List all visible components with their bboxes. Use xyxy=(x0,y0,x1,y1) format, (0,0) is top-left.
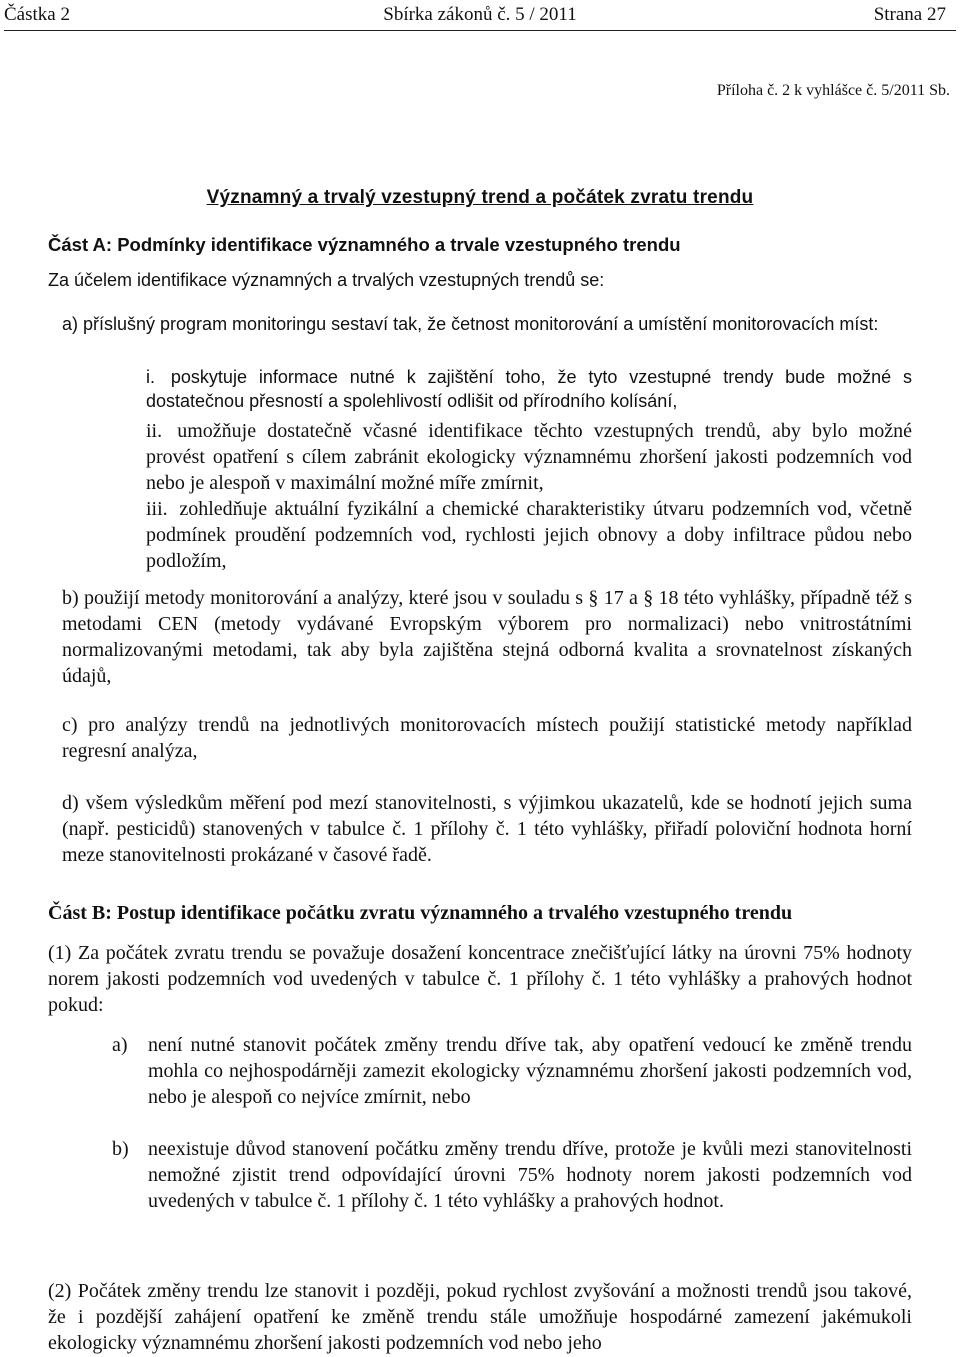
sub-item-i xyxy=(146,365,912,413)
page-header xyxy=(0,0,960,34)
sub-item-number: ii. xyxy=(146,420,163,442)
annex-reference: Příloha č. 2 k vyhlášce č. 5/2011 Sb. xyxy=(716,82,950,99)
section-a-item-c: c) pro analýzy trendů na jednotlivých monitorovacích místech použijí statistické metody například regresní analýza, xyxy=(62,714,912,762)
sub-item-ii xyxy=(146,418,912,496)
document-title: Významný a trvalý vzestupný trend a počátek zvratu trendu xyxy=(206,187,754,208)
sub-item-number: i. xyxy=(146,367,155,387)
list-item-text: není nutné stanovit počátek změny trendu dříve tak, aby opatření vedoucí ke změně trendu mohla co nejhospodárněji zamezit ekologicky významnému zhoršení jakosti podzemních vod, nebo je alespoň co nejvíce zmírnit, nebo xyxy=(148,1034,912,1108)
sub-item-number: iii. xyxy=(146,498,168,520)
section-a-item-d: d) všem výsledkům měření pod mezí stanovitelnosti, s výjimkou ukazatelů, kde se hodnotí jejich suma (např. pesticidů) stanovených v tabulce č. 1 přílohy č. 1 této vyhlášky, přiřadí poloviční hodnota horní meze stanovitelnosti prokázané v časové řadě. xyxy=(62,792,912,866)
list-marker: b) xyxy=(112,1138,129,1160)
list-marker: a) xyxy=(112,1034,128,1056)
section-a-heading: Část A: Podmínky identifikace významného a trvale vzestupného trendu xyxy=(48,234,681,255)
sub-item-text: umožňuje dostatečně včasné identifikace těchto vzestupných trendů, aby bylo možné provést opatření s cílem zabránit ekologicky významnému zhoršení jakosti podzemních vod nebo je alespoň v maximální možné míře zmírnit, xyxy=(146,420,913,494)
section-b-paragraph-2: (2) Počátek změny trendu lze stanovit i později, pokud rychlost zvyšování a možnosti trendů jsou takové, že i pozdější zahájení opatření ke změně trendu stále umožňuje hospodárné zamezení jakémukoli ekologicky významnému zhoršení jakosti podzemních vod nebo jeho xyxy=(48,1280,912,1354)
header-collection: Sbírka zákonů č. 5 / 2011 xyxy=(383,4,577,25)
sub-item-text: poskytuje informace nutné k zajištění toho, že tyto vzestupné trendy bude možné s dostatečnou přesností a spolehlivostí odlišit od přírodního kolísání, xyxy=(146,367,912,411)
header-page-number: Strana 27 xyxy=(873,4,946,25)
section-b-list-item-b xyxy=(112,1136,912,1214)
sub-item-iii xyxy=(146,496,912,574)
section-a-item-a: a) příslušný program monitoringu sestaví tak, že četnost monitorování a umístění monitorovacích míst: xyxy=(62,314,879,334)
list-item-text: neexistuje důvod stanovení počátku změny trendu dříve, protože je kvůli mezi stanovitelnosti nemožné zjistit trend odpovídající úrovni 75% hodnoty norem jakosti podzemních vod uvedených v tabulce č. 1 přílohy č. 1 této vyhlášky a prahových hodnot. xyxy=(148,1138,912,1212)
section-b-paragraph-1: (1) Za počátek zvratu trendu se považuje dosažení koncentrace znečišťující látky na úrovni 75% hodnoty norem jakosti podzemních vod uvedených v tabulce č. 1 přílohy č. 1 této vyhlášky a prahových hodnot pokud: xyxy=(48,942,912,1016)
section-b-heading: Část B: Postup identifikace počátku zvratu významného a trvalého vzestupného trendu xyxy=(48,902,793,924)
section-b-list-item-a xyxy=(112,1032,912,1110)
header-rule xyxy=(4,30,956,31)
section-a-intro: Za účelem identifikace významných a trvalých vzestupných trendů se: xyxy=(48,270,605,290)
section-a-item-b: b) použijí metody monitorování a analýzy, které jsou v souladu s § 17 a § 18 této vyhlášky, případně též s metodami CEN (metody vydávané Evropským výborem pro normalizaci) nebo vnitrostátními normalizovanými metodami, tak aby byla zajištěna stejná odborná kvalita a srovnatelnost získaných údajů, xyxy=(62,587,912,687)
header-part: Částka 2 xyxy=(4,4,70,25)
sub-item-text: zohledňuje aktuální fyzikální a chemické charakteristiky útvaru podzemních vod, včetně podmínek proudění podzemních vod, rychlosti jejich obnovy a doby infiltrace půdou nebo podložím, xyxy=(146,498,912,572)
